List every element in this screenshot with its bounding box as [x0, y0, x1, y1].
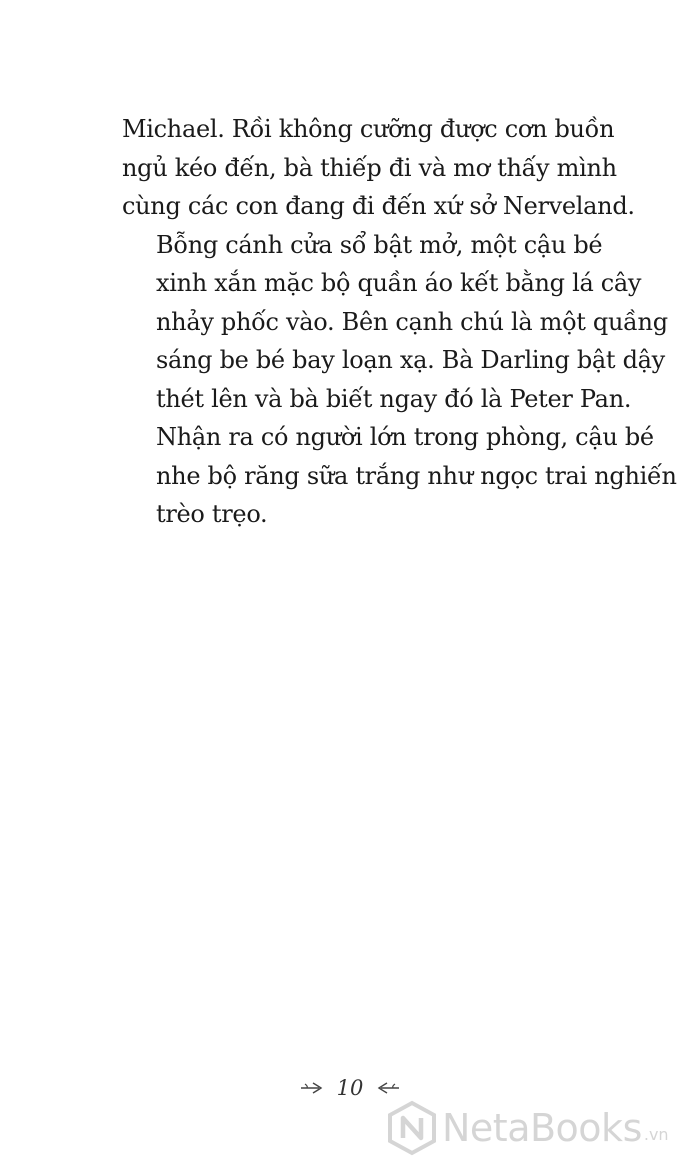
watermark-suffix: .vn — [643, 1125, 669, 1144]
text-line: nhe bộ răng sữa trắng như ngọc trai nghiến — [156, 461, 677, 490]
neta-logo-icon — [386, 1100, 438, 1156]
text-line: trèo trẹo. — [156, 500, 268, 528]
page-footer — [0, 1076, 700, 1100]
page-number: 10 — [336, 1076, 364, 1100]
right-flourish-icon — [375, 1080, 401, 1096]
watermark-brand: NetaBooks — [442, 1106, 642, 1150]
text-line: Nhận ra có người lớn trong phòng, cậu bé — [156, 423, 654, 451]
text-line: thét lên và bà biết ngay đó là Peter Pan. — [156, 384, 632, 413]
text-line: sáng be bé bay loạn xạ. Bà Darling bật dậy — [156, 346, 665, 374]
page-body-text — [122, 110, 677, 534]
watermark — [386, 1100, 686, 1156]
text-line: ngủ kéo đến, bà thiếp đi và mơ thấy mình — [122, 153, 617, 182]
paragraph-2 — [122, 226, 677, 534]
paragraph-1 — [122, 110, 635, 226]
text-line: nhảy phốc vào. Bên cạnh chú là một quầng — [156, 307, 668, 336]
text-line: Michael. Rồi không cưỡng được cơn buồn — [122, 115, 615, 143]
text-line: Bỗng cánh cửa sổ bật mở, một cậu bé — [156, 230, 603, 259]
left-flourish-icon — [299, 1080, 325, 1096]
text-line: xinh xắn mặc bộ quần áo kết bằng lá cây — [156, 269, 642, 297]
text-line: cùng các con đang đi đến xứ sở Nerveland. — [122, 192, 635, 220]
